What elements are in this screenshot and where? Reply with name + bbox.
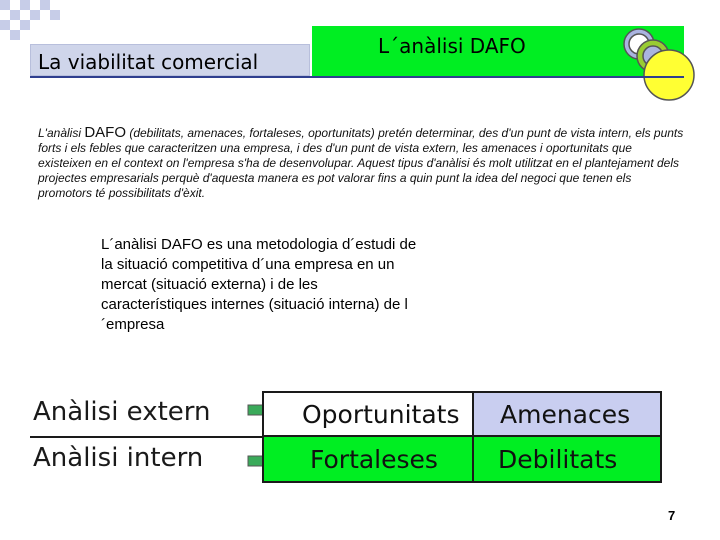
overlapping-circles-icon bbox=[612, 22, 696, 104]
checkerboard-decoration-icon bbox=[0, 0, 60, 44]
strengths-cell: Fortaleses bbox=[264, 437, 474, 481]
page-number: 7 bbox=[668, 508, 676, 523]
intro-body: (debilitats, amenaces, fortaleses, oportunitats) pretén determinar, des d'un punt de vista intern, els punts forts i els febles que caracteritzen una empresa, i des d'un punt de vista extern, les amenaces i oportunitats que existeixen en el context on l'empresa s'ha de desenvolupar. Aquest tipus d'anàlisi és molt utilitzat en el plantejament dels projectes empresarials perquè d'aquesta manera es pot valorar fins a quin punt la idea del negoci que tenen els promotors té possibilitats d'èxit. bbox=[38, 126, 684, 200]
dafo-matrix bbox=[262, 391, 662, 483]
slide-title: La viabilitat comercial bbox=[38, 50, 259, 74]
label-divider bbox=[30, 436, 262, 438]
threats-cell: Amenaces bbox=[474, 393, 660, 437]
intro-dafo-term: DAFO bbox=[84, 124, 126, 141]
internal-analysis-label: Anàlisi intern bbox=[33, 443, 204, 473]
header-rule bbox=[30, 76, 684, 78]
external-analysis-label: Anàlisi extern bbox=[33, 397, 211, 427]
definition-text: L´anàlisi DAFO es una metodologia d´estudi de la situació competitiva d´una empresa en un mercat (situació externa) i de les característiques internes (situació interna) de l´empresa bbox=[101, 236, 417, 333]
intro-paragraph bbox=[38, 125, 688, 201]
weaknesses-cell: Debilitats bbox=[474, 437, 660, 481]
opportunities-cell: Oportunitats bbox=[264, 393, 474, 437]
slide-subtitle: L´anàlisi DAFO bbox=[378, 34, 526, 58]
intro-prefix: L'anàlisi bbox=[38, 126, 85, 140]
